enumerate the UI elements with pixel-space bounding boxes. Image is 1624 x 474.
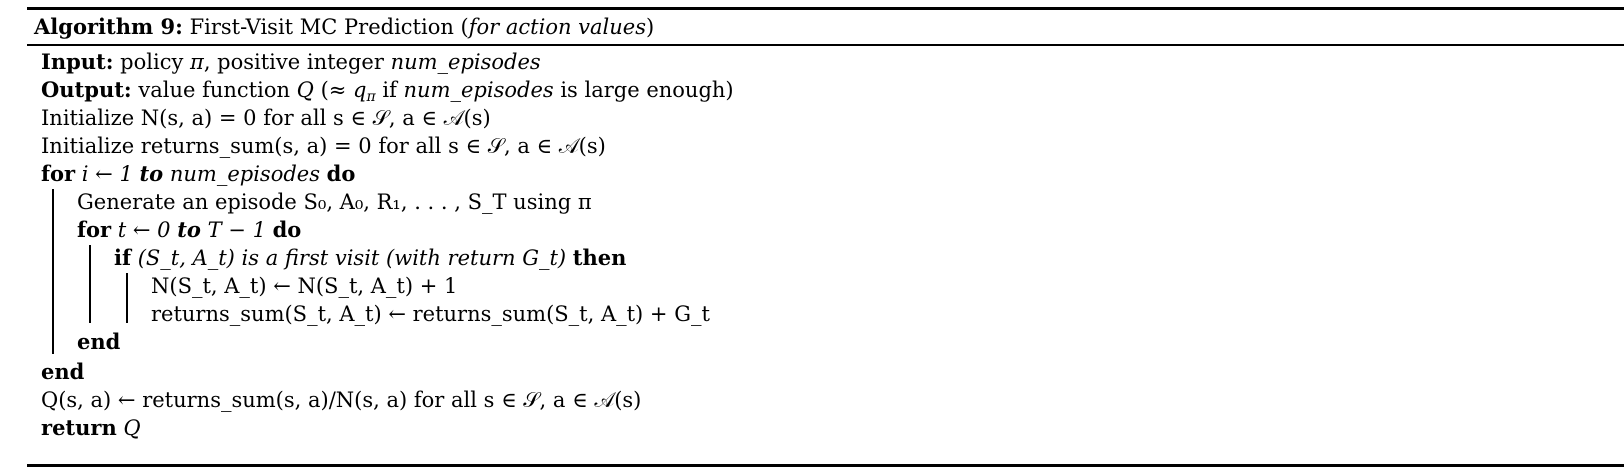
input-param: num_episodes bbox=[390, 50, 541, 74]
end-inner-line bbox=[77, 328, 120, 356]
return-keyword: return bbox=[41, 415, 117, 440]
for-inner-upper: T − 1 bbox=[200, 218, 273, 242]
for-outer-range: i ← 1 bbox=[75, 162, 140, 186]
output-text-3: if bbox=[375, 78, 404, 102]
for-inner-range: t ← 0 bbox=[111, 218, 178, 242]
input-text-2: , positive integer bbox=[203, 50, 391, 74]
input-keyword: Input: bbox=[41, 49, 114, 74]
algorithm-title: First-Visit MC Prediction ( bbox=[189, 15, 469, 39]
do-keyword: do bbox=[326, 161, 356, 186]
algorithm-label: Algorithm 9: bbox=[34, 14, 183, 39]
if-condition: (S_t, A_t) is a first visit (with return G_t) bbox=[131, 246, 573, 270]
for-outer-line bbox=[41, 160, 355, 188]
to-keyword: to bbox=[177, 217, 201, 242]
top-rule bbox=[27, 7, 1624, 10]
if-block-bar bbox=[126, 273, 128, 323]
end-keyword: end bbox=[77, 329, 121, 354]
inner-loop-bar bbox=[89, 245, 91, 323]
caption-rule bbox=[27, 44, 1624, 46]
output-param: num_episodes bbox=[403, 78, 554, 102]
if-keyword: if bbox=[114, 245, 132, 270]
end-keyword: end bbox=[41, 359, 85, 384]
q-symbol: Q bbox=[296, 78, 314, 102]
algorithm-title-close: ) bbox=[646, 15, 655, 39]
algorithm-caption bbox=[34, 12, 654, 42]
final-q-line: Q(s, a) ← returns_sum(s, a)/N(s, a) for all s ∈ 𝒮, a ∈ 𝒜(s) bbox=[41, 388, 642, 412]
input-line bbox=[41, 48, 541, 76]
output-text-2: (≈ bbox=[313, 78, 354, 102]
bottom-rule bbox=[27, 464, 1624, 467]
input-text: policy bbox=[113, 50, 190, 74]
do-keyword: do bbox=[272, 217, 302, 242]
generate-line: Generate an episode S₀, A₀, R₁, . . . , S_T using π bbox=[77, 190, 592, 214]
to-keyword: to bbox=[139, 161, 164, 186]
algorithm-title-italic: for action values bbox=[468, 15, 646, 39]
output-text-4: is large enough) bbox=[553, 78, 734, 102]
output-text: value function bbox=[131, 78, 297, 102]
return-line bbox=[41, 414, 141, 442]
output-keyword: Output: bbox=[41, 77, 132, 102]
for-inner-line bbox=[77, 216, 301, 244]
q-pi-symbol: q bbox=[353, 78, 367, 102]
for-keyword: for bbox=[41, 161, 76, 186]
then-keyword: then bbox=[572, 245, 627, 270]
output-line bbox=[41, 76, 734, 104]
for-outer-param: num_episodes bbox=[163, 162, 327, 186]
outer-loop-bar bbox=[52, 189, 54, 354]
update-n-line: N(S_t, A_t) ← N(S_t, A_t) + 1 bbox=[151, 274, 458, 298]
policy-symbol: π bbox=[190, 50, 204, 74]
end-outer-line bbox=[41, 358, 84, 386]
init-n-line: Initialize N(s, a) = 0 for all s ∈ 𝒮, a ∈ 𝒜(s) bbox=[41, 106, 491, 130]
return-value: Q bbox=[116, 416, 141, 440]
init-returns-line: Initialize returns_sum(s, a) = 0 for all s ∈ 𝒮, a ∈ 𝒜(s) bbox=[41, 134, 606, 158]
update-returns-line: returns_sum(S_t, A_t) ← returns_sum(S_t, A_t) + G_t bbox=[151, 302, 710, 326]
for-keyword: for bbox=[77, 217, 112, 242]
if-line bbox=[114, 244, 626, 272]
q-pi-subscript: π bbox=[366, 89, 376, 105]
